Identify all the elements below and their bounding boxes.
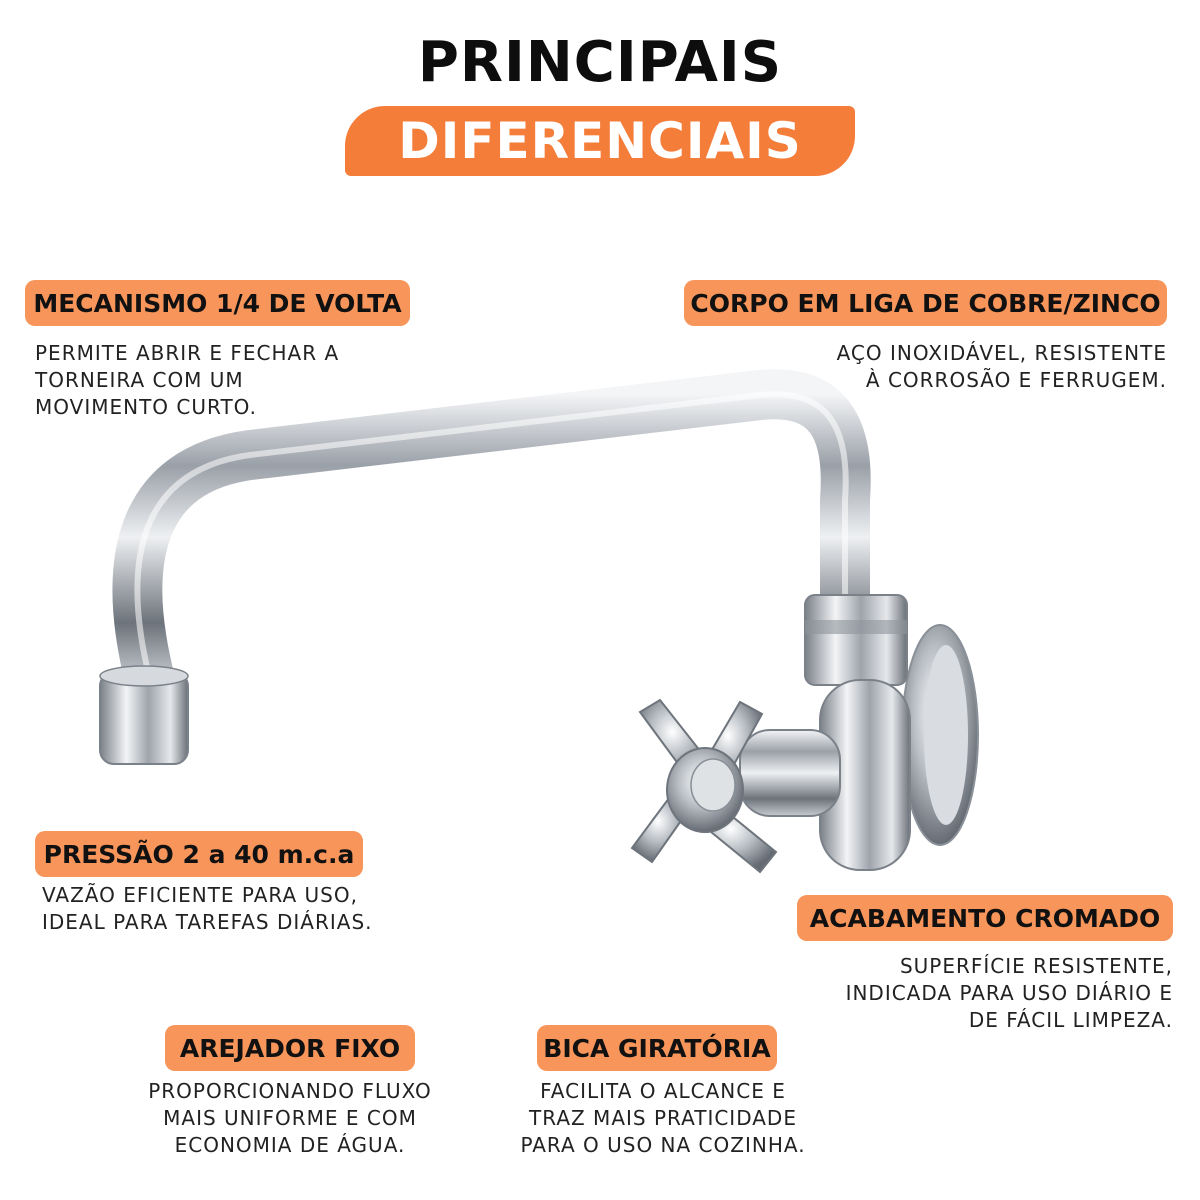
feature-desc-corpo xyxy=(837,340,1167,394)
feature-label-bica: BICA GIRATÓRIA xyxy=(543,1033,771,1063)
desc-line: TRAZ MAIS PRATICIDADE xyxy=(529,1106,797,1130)
feature-tag-corpo xyxy=(684,280,1167,326)
feature-label-mecanismo: MECANISMO 1/4 DE VOLTA xyxy=(33,288,402,318)
feature-tag-mecanismo xyxy=(25,280,410,326)
desc-line: À CORROSÃO E FERRUGEM. xyxy=(865,368,1167,392)
desc-line: TORNEIRA COM UM xyxy=(35,368,244,392)
desc-line: DE FÁCIL LIMPEZA. xyxy=(968,1008,1173,1032)
desc-line: PROPORCIONANDO FLUXO xyxy=(148,1079,432,1103)
feature-tag-bica xyxy=(537,1025,777,1071)
feature-desc-mecanismo xyxy=(35,340,339,421)
desc-line: PARA O USO NA COZINHA. xyxy=(520,1133,806,1157)
desc-line: VAZÃO EFICIENTE PARA USO, xyxy=(42,883,358,907)
desc-line: ECONOMIA DE ÁGUA. xyxy=(174,1133,406,1157)
page-subtitle: DIFERENCIAIS xyxy=(398,112,802,170)
feature-tag-acabamento xyxy=(797,895,1173,941)
feature-label-arejador: AREJADOR FIXO xyxy=(179,1033,401,1063)
desc-line: MAIS UNIFORME E COM xyxy=(163,1106,417,1130)
feature-tag-arejador xyxy=(165,1025,415,1071)
feature-label-corpo: CORPO EM LIGA DE COBRE/ZINCO xyxy=(690,288,1161,318)
desc-line: IDEAL PARA TAREFAS DIÁRIAS. xyxy=(42,910,373,934)
feature-tag-pressao xyxy=(35,831,363,877)
desc-line: PERMITE ABRIR E FECHAR A xyxy=(35,341,340,365)
feature-desc-arejador xyxy=(130,1078,450,1159)
desc-line: SUPERFÍCIE RESISTENTE, xyxy=(899,954,1173,978)
desc-line: AÇO INOXIDÁVEL, RESISTENTE xyxy=(836,341,1167,365)
feature-desc-bica xyxy=(500,1078,826,1159)
feature-desc-pressao xyxy=(42,882,373,936)
feature-label-acabamento: ACABAMENTO CROMADO xyxy=(809,903,1161,933)
desc-line: INDICADA PARA USO DIÁRIO E xyxy=(845,981,1173,1005)
desc-line: FACILITA O ALCANCE E xyxy=(540,1079,786,1103)
feature-label-pressao: PRESSÃO 2 a 40 m.c.a xyxy=(43,839,355,869)
feature-desc-acabamento xyxy=(846,953,1173,1034)
page-title: PRINCIPAIS xyxy=(417,30,783,95)
desc-line: MOVIMENTO CURTO. xyxy=(35,395,257,419)
